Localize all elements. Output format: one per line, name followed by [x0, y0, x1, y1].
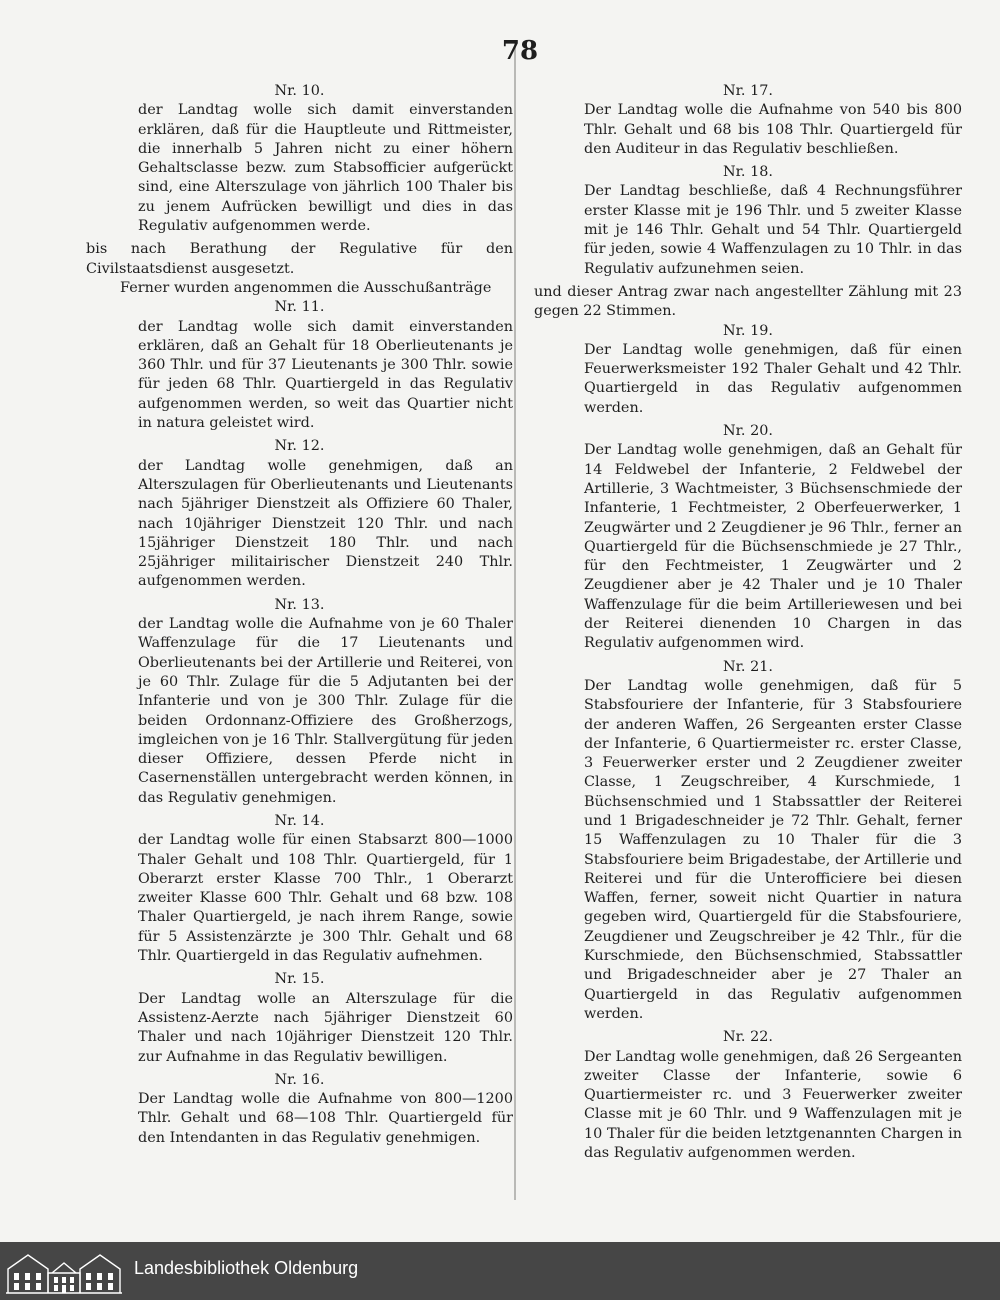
- item-text: Der Landtag wolle an Alterszulage für die Assistenz-Aerzte nach 5jähriger Dienstzeit 60 Thaler und nach 10jähriger Dienstzeit 120 Thlr. zur Aufnahme in das Regulativ bewilligen.: [138, 990, 513, 1065]
- item-heading: Nr. 16.: [274, 1071, 325, 1088]
- item-heading: Nr. 10.: [274, 83, 325, 99]
- item-text: der Landtag wolle die Aufnahme von je 60 Thaler Waffenzulage für die 17 Lieutenants und Oberlieutenants bei der Artillerie und Reiterei, von je 60 Thlr. Zulage für die 5 Adjutanten bei der Infanterie und von je 300 Thlr. Zulage für die beiden Ordonnanz-Offiziere des Großherzogs, imgleichen von je 16 Thlr. Stallvergütung für jeden dieser Offiziere, dessen Pferde nicht in Casernenställen untergebracht werden können, in das Regulativ genehmigen.: [138, 616, 513, 806]
- item-text: Der Landtag wolle genehmigen, daß für einen Feuerwerksmeister 192 Thaler Gehalt und 42 Thlr. Quartiergeld in das Regulativ aufgenommen werden.: [584, 341, 962, 416]
- item-text: Der Landtag wolle genehmigen, daß 26 Sergeanten zweiter Classe der Infanterie, sowie 6 Quartiermeister rc. und 3 Feuerwerker zweiter Classe mit je 60 Thlr. und 9 Waffenzulagen mit je 10 Thaler für die beiden letztgenannten Chargen in das Regulativ aufgenommen werden.: [584, 1048, 962, 1162]
- item-text: Der Landtag wolle genehmigen, daß für 5 Stabsfouriere der Infanterie, für 3 Stabsfouriere der anderen Waffen, 26 Sergeanten erster Classe der Infanterie, 6 Quartiermeister rc. erster Classe, 3 Feuerwerker erster und 2 Zeugdiener zweiter Classe, 1 Zeugschreiber, 4 Kurschmiede, 1 Büchsenschmied und 1 Stabssattler der Reiterei und 1 Brigadeschneider je 72 Thlr. Gehalt, ferner 15 Waffenzulagen zu 10 Thaler für die 3 Stabsfouriere beim Brigadestabe, der Artillerie und Reiterei und für die Unterofficiere bei diesen Waffen, ferner, soweit nicht Quartier in natura gegeben wird, Quartiergeld für die Stabsfouriere, Zeugdiener und Zeugschreiber je 42 Thlr., für die Kurschmiede, den Büchsenschmied, Stabssattler und Brigadeschneider aber je 27 Thaler an Quartiergeld in das Regulativ aufgenommen werden.: [584, 677, 962, 1022]
- item-text: Der Landtag beschließe, daß 4 Rechnungsführer erster Klasse mit je 196 Thlr. und 5 zweiter Klasse mit je 146 Thlr. Gehalt und 54 Thlr. Quartiergeld für jeden, sowie 4 Waffenzulagen zu 10 Thlr. in das Regulativ aufzunehmen seien.: [584, 183, 962, 277]
- left-column: [86, 82, 513, 1152]
- page-number: 78: [501, 36, 539, 66]
- item-heading: Nr. 13.: [274, 596, 325, 613]
- right-column: [534, 82, 962, 1167]
- item-heading: Nr. 20.: [723, 423, 773, 440]
- item-heading: Nr. 21.: [723, 658, 773, 675]
- item-heading: Nr. 17.: [723, 83, 773, 99]
- item-heading: Nr. 19.: [723, 322, 773, 339]
- item-text: der Landtag wolle sich damit einverstanden erklären, daß für die Hauptleute und Rittmeister, die innerhalb 5 Jahren nicht zu einer höhern Gehaltsclasse bezw. zum Stabsofficier aufgerückt sind, eine Alterszulage von jährlich 100 Thaler bis zu jenem Aufrücken bewilligt und dies in das Regulativ aufgenommen werde.: [138, 102, 513, 235]
- item-text: Der Landtag wolle die Aufnahme von 540 bis 800 Thlr. Gehalt und 68 bis 108 Thlr. Quartiergeld für den Auditeur in das Regulativ beschließen.: [584, 102, 962, 157]
- gutter-fold: [514, 40, 516, 1200]
- item-text: Der Landtag wolle die Aufnahme von 800—1200 Thlr. Gehalt und 68—108 Thlr. Quartiergeld für den Intendanten in das Regulativ genehmigen.: [138, 1091, 513, 1146]
- item-heading: Nr. 15.: [274, 971, 325, 988]
- item-text: der Landtag wolle genehmigen, daß an Alterszulagen für Oberlieutenants und Lieutenants nach 5jähriger Dienstzeit als Offiziere 60 Thaler, nach 10jähriger Dienstzeit 120 Thlr. und nach 15jähriger Dienstzeit 180 Thlr. und nach 25jähriger militairischer Dienstzeit 240 Thlr. aufgenommen werden.: [138, 457, 513, 590]
- item-heading: Nr. 11.: [274, 299, 325, 316]
- footer-bar: [0, 1242, 1000, 1300]
- item-text: Der Landtag wolle genehmigen, daß an Gehalt für 14 Feldwebel der Infanterie, 2 Feldwebel der Artillerie, 3 Wachtmeister, 3 Büchsenschmiede der Infanterie, 1 Fechtmeister, 2 Oberfeuerwerker, 1 Zeugwärter und 2 Zeugdiener je 96 Thlr., ferner an Quartiergeld für die Büchsenschmiede je 27 Thlr., für den Fechtmeister, 1 Zeugwärter und 2 Zeugdiener aber je 42 Thaler und je 10 Thaler Waffenzulage für die beim Artilleriewesen und bei der Reiterei dienenden 10 Chargen in das Regulativ aufgenommen wird.: [584, 442, 962, 652]
- item-text: der Landtag wolle für einen Stabsarzt 800—1000 Thaler Gehalt und 108 Thlr. Quartiergeld, für 1 Oberarzt erster Klasse 700 Thlr., 1 Oberarzt zweiter Klasse 600 Thlr. Gehalt und 68 bzw. 108 Thaler Quartiergeld, je nach ihrem Range, sowie für 5 Assistenzärzte je 300 Thlr. Gehalt und 68 Thlr. Quartiergeld in das Regulativ aufnehmen.: [138, 832, 513, 965]
- library-building-icon: [6, 1247, 122, 1295]
- continuation-text: und dieser Antrag zwar nach angestellter Zählung mit 23 gegen 22 Stimmen.: [534, 283, 962, 320]
- item-heading: Nr. 14.: [274, 812, 325, 829]
- library-name: Landesbibliothek Oldenburg: [134, 1258, 359, 1278]
- intro-text: Ferner wurden angenommen die Ausschußanträge: [120, 279, 492, 296]
- item-heading: Nr. 12.: [274, 438, 325, 455]
- item-text: der Landtag wolle sich damit einverstanden erklären, daß an Gehalt für 18 Oberlieutenants je 360 Thlr. und für 37 Lieutenants je 300 Thlr. sowie für jeden 68 Thlr. Quartiergeld in das Regulativ aufgenommen werden, so weit das Quartier nicht in natura geleistet wird.: [138, 318, 513, 432]
- item-heading: Nr. 22.: [723, 1029, 773, 1046]
- item-heading: Nr. 18.: [723, 164, 773, 181]
- continuation-text: bis nach Berathung der Regulative für den Civilstaatsdienst ausgesetzt.: [86, 241, 513, 277]
